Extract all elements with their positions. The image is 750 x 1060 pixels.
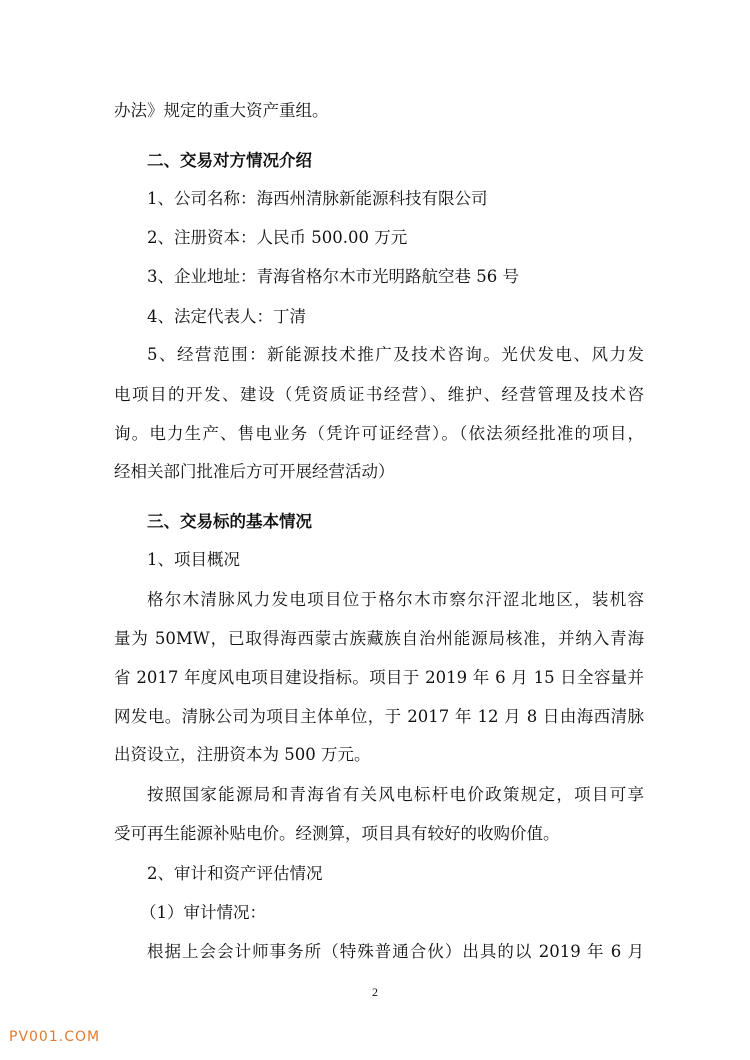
project-overview-line: 格尔木清脉风力发电项目位于格尔木市察尔汗涩北地区，装机容 [147, 590, 644, 609]
project-overview-line: 量为 50MW，已取得海西蒙古族藏族自治州能源局核准，并纳入青海 [114, 629, 644, 648]
project-overview-line: 网发电。清脉公司为项目主体单位，于 2017 年 12 月 8 日由海西清脉 [114, 707, 644, 726]
project-overview-line: 出资设立，注册资本为 500 万元。 [114, 745, 371, 764]
business-scope-line: 经相关部门批准后方可开展经营活动） [114, 462, 395, 481]
section-heading-target: 三、交易标的基本情况 [147, 512, 312, 531]
business-scope-line: 电项目的开发、建设（凭资质证书经营）、维护、经营管理及技术咨 [114, 385, 644, 404]
audit-heading: （1）审计情况： [140, 903, 266, 922]
registered-capital-line: 2、注册资本：人民币 500.00 万元 [147, 228, 408, 247]
company-address-line: 3、企业地址：青海省格尔木市光明路航空巷 56 号 [147, 267, 519, 286]
audit-paragraph-line: 根据上会会计师事务所（特殊普通合伙）出具的以 2019 年 6 月 [147, 942, 644, 961]
watermark-logo: PV001.COM [9, 1029, 101, 1045]
business-scope-line: 5、经营范围：新能源技术推广及技术咨询。光伏发电、风力发 [147, 345, 644, 364]
section-heading-counterparty: 二、交易对方情况介绍 [147, 151, 312, 170]
project-overview-line: 省 2017 年度风电项目建设指标。项目于 2019 年 6 月 15 日全容量并 [114, 668, 644, 687]
tariff-policy-line: 受可再生能源补贴电价。经测算，项目具有较好的收购价值。 [114, 824, 560, 843]
paragraph-line: 办法》规定的重大资产重组。 [114, 101, 329, 120]
tariff-policy-line: 按照国家能源局和青海省有关风电标杆电价政策规定，项目可享 [147, 785, 644, 804]
business-scope-line: 询。电力生产、售电业务（凭许可证经营）。（依法须经批准的项目， [114, 424, 644, 443]
legal-representative-line: 4、法定代表人：丁清 [147, 307, 306, 326]
page-number: 2 [372, 985, 378, 999]
company-name-line: 1、公司名称：海西州清脉新能源科技有限公司 [147, 189, 488, 208]
subsection-heading-audit: 2、审计和资产评估情况 [147, 864, 323, 883]
subsection-heading-overview: 1、项目概况 [147, 550, 240, 569]
